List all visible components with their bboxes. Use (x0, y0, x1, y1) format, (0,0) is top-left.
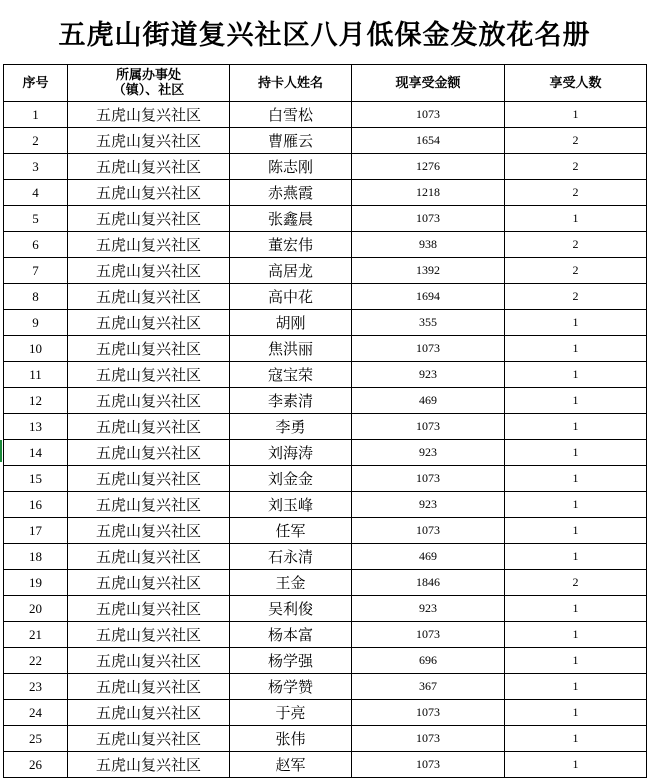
cell-office[interactable]: 五虎山复兴社区 (68, 596, 230, 622)
cell-holder-name[interactable]: 杨本富 (230, 622, 352, 648)
cell-persons[interactable]: 1 (505, 414, 647, 440)
cell-persons[interactable]: 2 (505, 128, 647, 154)
cell-persons[interactable]: 2 (505, 284, 647, 310)
cell-persons[interactable]: 1 (505, 622, 647, 648)
table-row (4, 570, 647, 596)
cell-persons[interactable]: 1 (505, 648, 647, 674)
cell-amount[interactable]: 1218 (352, 180, 505, 206)
cell-seq[interactable]: 4 (4, 180, 68, 206)
cell-persons[interactable]: 2 (505, 232, 647, 258)
cell-seq[interactable]: 23 (4, 674, 68, 700)
cell-seq[interactable]: 11 (4, 362, 68, 388)
document-title: 五虎山街道复兴社区八月低保金发放花名册 (58, 19, 591, 51)
cell-persons[interactable]: 1 (505, 206, 647, 232)
cell-amount[interactable]: 923 (352, 362, 505, 388)
cell-persons[interactable]: 2 (505, 258, 647, 284)
cell-holder-name[interactable]: 焦洪丽 (230, 336, 352, 362)
cell-office[interactable]: 五虎山复兴社区 (68, 440, 230, 466)
table-row (4, 362, 647, 388)
cell-seq[interactable]: 15 (4, 466, 68, 492)
cell-office[interactable]: 五虎山复兴社区 (68, 544, 230, 570)
cell-office[interactable]: 五虎山复兴社区 (68, 206, 230, 232)
cell-holder-name[interactable]: 白雪松 (230, 102, 352, 128)
cell-office[interactable]: 五虎山复兴社区 (68, 492, 230, 518)
cell-seq[interactable]: 9 (4, 310, 68, 336)
cell-amount[interactable]: 367 (352, 674, 505, 700)
cell-holder-name[interactable]: 李素清 (230, 388, 352, 414)
cell-office[interactable]: 五虎山复兴社区 (68, 232, 230, 258)
cell-amount[interactable]: 355 (352, 310, 505, 336)
cell-amount[interactable]: 1392 (352, 258, 505, 284)
cell-office[interactable]: 五虎山复兴社区 (68, 752, 230, 778)
cell-persons[interactable]: 1 (505, 362, 647, 388)
cell-seq[interactable]: 22 (4, 648, 68, 674)
cell-seq[interactable]: 20 (4, 596, 68, 622)
cell-amount[interactable]: 1073 (352, 726, 505, 752)
cell-amount[interactable]: 469 (352, 544, 505, 570)
cell-office[interactable]: 五虎山复兴社区 (68, 700, 230, 726)
cell-seq[interactable]: 8 (4, 284, 68, 310)
cell-seq[interactable]: 13 (4, 414, 68, 440)
table-body (4, 102, 647, 778)
table-row (4, 648, 647, 674)
cell-office[interactable]: 五虎山复兴社区 (68, 258, 230, 284)
cell-seq[interactable]: 17 (4, 518, 68, 544)
header-office-line1: 所属办事处 (115, 68, 181, 83)
cell-persons[interactable]: 1 (505, 518, 647, 544)
cell-persons[interactable]: 1 (505, 102, 647, 128)
cell-office[interactable]: 五虎山复兴社区 (68, 388, 230, 414)
cell-seq[interactable]: 5 (4, 206, 68, 232)
cell-seq[interactable]: 18 (4, 544, 68, 570)
table-row (4, 206, 647, 232)
cell-holder-name[interactable]: 李勇 (230, 414, 352, 440)
cell-office[interactable]: 五虎山复兴社区 (68, 414, 230, 440)
cell-seq[interactable]: 14 (4, 440, 68, 466)
header-seq[interactable]: 序号 (4, 65, 68, 102)
table-row (4, 310, 647, 336)
cell-persons[interactable]: 1 (505, 492, 647, 518)
cell-holder-name[interactable]: 张伟 (230, 726, 352, 752)
table-row (4, 180, 647, 206)
cell-amount[interactable]: 469 (352, 388, 505, 414)
cell-persons[interactable]: 1 (505, 466, 647, 492)
cell-holder-name[interactable]: 刘金金 (230, 466, 352, 492)
cell-seq[interactable]: 3 (4, 154, 68, 180)
cell-office[interactable]: 五虎山复兴社区 (68, 310, 230, 336)
cell-office[interactable]: 五虎山复兴社区 (68, 102, 230, 128)
cell-office[interactable]: 五虎山复兴社区 (68, 128, 230, 154)
cell-amount[interactable]: 1073 (352, 414, 505, 440)
table-row (4, 388, 647, 414)
cell-holder-name[interactable]: 曹雁云 (230, 128, 352, 154)
table-row (4, 752, 647, 778)
active-cell-marker (0, 440, 2, 462)
cell-persons[interactable]: 1 (505, 726, 647, 752)
cell-amount[interactable]: 1846 (352, 570, 505, 596)
cell-holder-name[interactable]: 高中花 (230, 284, 352, 310)
cell-holder-name[interactable]: 寇宝荣 (230, 362, 352, 388)
cell-office[interactable]: 五虎山复兴社区 (68, 180, 230, 206)
cell-amount[interactable]: 1073 (352, 518, 505, 544)
roster-table (3, 64, 647, 778)
cell-amount[interactable]: 1073 (352, 752, 505, 778)
cell-office[interactable]: 五虎山复兴社区 (68, 518, 230, 544)
cell-seq[interactable]: 12 (4, 388, 68, 414)
cell-office[interactable]: 五虎山复兴社区 (68, 284, 230, 310)
table-row (4, 596, 647, 622)
header-amount[interactable]: 现享受金额 (352, 65, 505, 102)
cell-holder-name[interactable]: 高居龙 (230, 258, 352, 284)
cell-holder-name[interactable]: 赤燕霞 (230, 180, 352, 206)
cell-seq[interactable]: 26 (4, 752, 68, 778)
cell-seq[interactable]: 21 (4, 622, 68, 648)
cell-holder-name[interactable]: 杨学赞 (230, 674, 352, 700)
table-row (4, 622, 647, 648)
table-row (4, 674, 647, 700)
cell-persons[interactable]: 2 (505, 154, 647, 180)
cell-persons[interactable]: 1 (505, 310, 647, 336)
cell-holder-name[interactable]: 刘玉峰 (230, 492, 352, 518)
cell-amount[interactable]: 1654 (352, 128, 505, 154)
cell-holder-name[interactable]: 石永清 (230, 544, 352, 570)
cell-holder-name[interactable]: 赵军 (230, 752, 352, 778)
cell-seq[interactable]: 16 (4, 492, 68, 518)
cell-holder-name[interactable]: 任军 (230, 518, 352, 544)
table-row (4, 128, 647, 154)
cell-office[interactable]: 五虎山复兴社区 (68, 622, 230, 648)
table-header-row (4, 65, 647, 102)
cell-holder-name[interactable]: 董宏伟 (230, 232, 352, 258)
cell-seq[interactable]: 6 (4, 232, 68, 258)
cell-seq[interactable]: 25 (4, 726, 68, 752)
cell-persons[interactable]: 1 (505, 752, 647, 778)
cell-amount[interactable]: 1073 (352, 102, 505, 128)
table-row (4, 492, 647, 518)
table-row (4, 102, 647, 128)
cell-holder-name[interactable]: 刘海涛 (230, 440, 352, 466)
cell-holder-name[interactable]: 杨学强 (230, 648, 352, 674)
header-persons[interactable]: 享受人数 (505, 65, 647, 102)
cell-amount[interactable]: 1073 (352, 700, 505, 726)
table-row (4, 414, 647, 440)
header-holder[interactable]: 持卡人姓名 (230, 65, 352, 102)
cell-holder-name[interactable]: 张鑫晨 (230, 206, 352, 232)
cell-seq[interactable]: 24 (4, 700, 68, 726)
cell-office[interactable]: 五虎山复兴社区 (68, 466, 230, 492)
cell-persons[interactable]: 1 (505, 674, 647, 700)
cell-holder-name[interactable]: 陈志刚 (230, 154, 352, 180)
table-row (4, 154, 647, 180)
cell-amount[interactable]: 1276 (352, 154, 505, 180)
table-row (4, 336, 647, 362)
cell-persons[interactable]: 1 (505, 700, 647, 726)
table-row (4, 700, 647, 726)
table-row (4, 544, 647, 570)
cell-office[interactable]: 五虎山复兴社区 (68, 362, 230, 388)
cell-seq[interactable]: 10 (4, 336, 68, 362)
cell-amount[interactable]: 923 (352, 596, 505, 622)
cell-persons[interactable]: 1 (505, 544, 647, 570)
table-row (4, 726, 647, 752)
header-office[interactable] (68, 65, 230, 102)
table-row (4, 232, 647, 258)
cell-persons[interactable]: 1 (505, 596, 647, 622)
cell-office[interactable]: 五虎山复兴社区 (68, 336, 230, 362)
cell-office[interactable]: 五虎山复兴社区 (68, 674, 230, 700)
cell-persons[interactable]: 2 (505, 570, 647, 596)
table-row (4, 518, 647, 544)
cell-persons[interactable]: 1 (505, 336, 647, 362)
cell-amount[interactable]: 938 (352, 232, 505, 258)
header-office-line2: （镇）、社区 (112, 83, 185, 98)
cell-office[interactable]: 五虎山复兴社区 (68, 154, 230, 180)
cell-persons[interactable]: 1 (505, 440, 647, 466)
table-row (4, 258, 647, 284)
cell-holder-name[interactable]: 于亮 (230, 700, 352, 726)
cell-amount[interactable]: 696 (352, 648, 505, 674)
cell-seq[interactable]: 19 (4, 570, 68, 596)
cell-holder-name[interactable]: 王金 (230, 570, 352, 596)
cell-office[interactable]: 五虎山复兴社区 (68, 648, 230, 674)
cell-amount[interactable]: 1073 (352, 206, 505, 232)
table-row (4, 466, 647, 492)
cell-persons[interactable]: 2 (505, 180, 647, 206)
cell-holder-name[interactable]: 胡刚 (230, 310, 352, 336)
cell-persons[interactable]: 1 (505, 388, 647, 414)
cell-seq[interactable]: 2 (4, 128, 68, 154)
cell-amount[interactable]: 1694 (352, 284, 505, 310)
cell-amount[interactable]: 1073 (352, 336, 505, 362)
cell-seq[interactable]: 7 (4, 258, 68, 284)
cell-holder-name[interactable]: 吴利俊 (230, 596, 352, 622)
cell-amount[interactable]: 1073 (352, 466, 505, 492)
table-row (4, 284, 647, 310)
cell-seq[interactable]: 1 (4, 102, 68, 128)
cell-amount[interactable]: 923 (352, 492, 505, 518)
cell-amount[interactable]: 923 (352, 440, 505, 466)
cell-office[interactable]: 五虎山复兴社区 (68, 570, 230, 596)
cell-office[interactable]: 五虎山复兴社区 (68, 726, 230, 752)
table-row (4, 440, 647, 466)
cell-amount[interactable]: 1073 (352, 622, 505, 648)
